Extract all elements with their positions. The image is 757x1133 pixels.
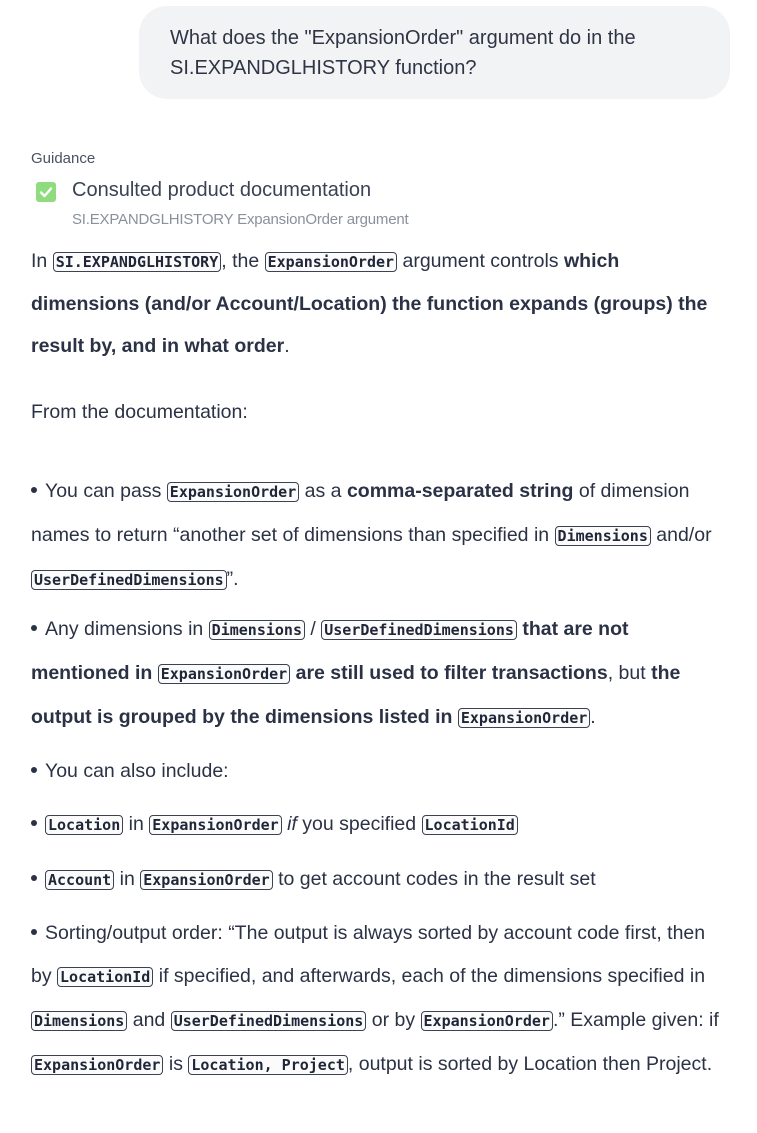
step-subtitle: SI.EXPANDGLHISTORY ExpansionOrder argument [72, 211, 409, 228]
inline-code: UserDefinedDimensions [31, 570, 227, 590]
inline-code: ExpansionOrder [265, 252, 397, 272]
text: argument controls [397, 250, 564, 272]
text: if specified, and afterwards, each of the dimensions specified in [153, 965, 706, 987]
list-item [31, 803, 731, 847]
list-item [31, 608, 731, 740]
text: Any dimensions in [45, 618, 209, 640]
list-item [31, 912, 731, 1087]
text: and/or [650, 524, 712, 546]
inline-code: ExpansionOrder [31, 1055, 163, 1075]
inline-code: Location [45, 815, 123, 835]
text: . [590, 706, 596, 728]
inline-code: ExpansionOrder [140, 870, 272, 890]
bold-text: the output is grouped by the dimensions listed in [31, 662, 681, 728]
italic-text: if [281, 813, 297, 835]
inline-code: LocationId [422, 815, 518, 835]
bold-text: comma-separated string [346, 480, 574, 502]
user-message-text: What does the "ExpansionOrder" argument do in the SI.EXPANDGLHISTORY function? [170, 27, 636, 79]
inline-code: ExpansionOrder [421, 1011, 553, 1031]
bullet-dot [31, 875, 37, 881]
user-message-bubble [139, 6, 730, 99]
inline-code: Location, Project [188, 1055, 348, 1075]
text: You can pass [45, 480, 167, 502]
text: or by [366, 1009, 421, 1031]
bold-text: that are not mentioned in [31, 618, 629, 684]
text: in [114, 868, 141, 890]
inline-code: LocationId [57, 967, 153, 987]
text: of dimension names to return “another set of dimensions than specified in [31, 480, 690, 546]
checkbox-checked-icon [36, 182, 56, 202]
list-item [31, 858, 731, 902]
text: . [284, 335, 290, 357]
inline-code: UserDefinedDimensions [321, 620, 517, 640]
inline-code: Dimensions [209, 620, 305, 640]
text: and [127, 1009, 171, 1031]
bullet-dot [31, 767, 37, 773]
text: you specified [296, 813, 422, 835]
text: Sorting/output order: “The output is always sorted by account code first, then by [31, 922, 706, 987]
bold-text: which dimensions (and/or Account/Location) the function expands (groups) the result by, and in what order [31, 250, 708, 357]
text: , the [221, 250, 265, 272]
inline-code: ExpansionOrder [167, 482, 299, 502]
text: In [31, 250, 53, 272]
inline-code: Dimensions [555, 526, 651, 546]
answer-paragraph [31, 240, 731, 367]
inline-code: Account [45, 870, 114, 890]
text: to get account codes in the result set [272, 868, 596, 890]
text: / [304, 618, 322, 640]
text: , output is sorted by Location then Project. [347, 1053, 713, 1075]
inline-code: ExpansionOrder [149, 815, 281, 835]
text: .” Example given: if [552, 1009, 719, 1031]
text: ”. [226, 568, 239, 590]
list-item [31, 750, 731, 793]
text: in [123, 813, 150, 835]
text: You can also include: [45, 760, 229, 782]
from-documentation-text: From the documentation: [31, 401, 248, 423]
text: , but [607, 662, 652, 684]
guidance-label: Guidance [31, 150, 96, 167]
inline-code: Dimensions [31, 1011, 127, 1031]
bullet-dot [31, 625, 37, 631]
list-item [31, 470, 731, 602]
inline-code: ExpansionOrder [158, 664, 290, 684]
bullet-dot [31, 929, 37, 935]
inline-code: UserDefinedDimensions [171, 1011, 367, 1031]
bullet-dot [31, 820, 37, 826]
text: as a [299, 480, 347, 502]
bullet-dot [31, 487, 37, 493]
step-title: Consulted product documentation [72, 179, 372, 201]
inline-code: ExpansionOrder [458, 708, 590, 728]
inline-code: SI.EXPANDGLHISTORY [53, 252, 222, 272]
bold-text: are still used to filter transactions [290, 662, 608, 684]
text: is [163, 1053, 189, 1075]
